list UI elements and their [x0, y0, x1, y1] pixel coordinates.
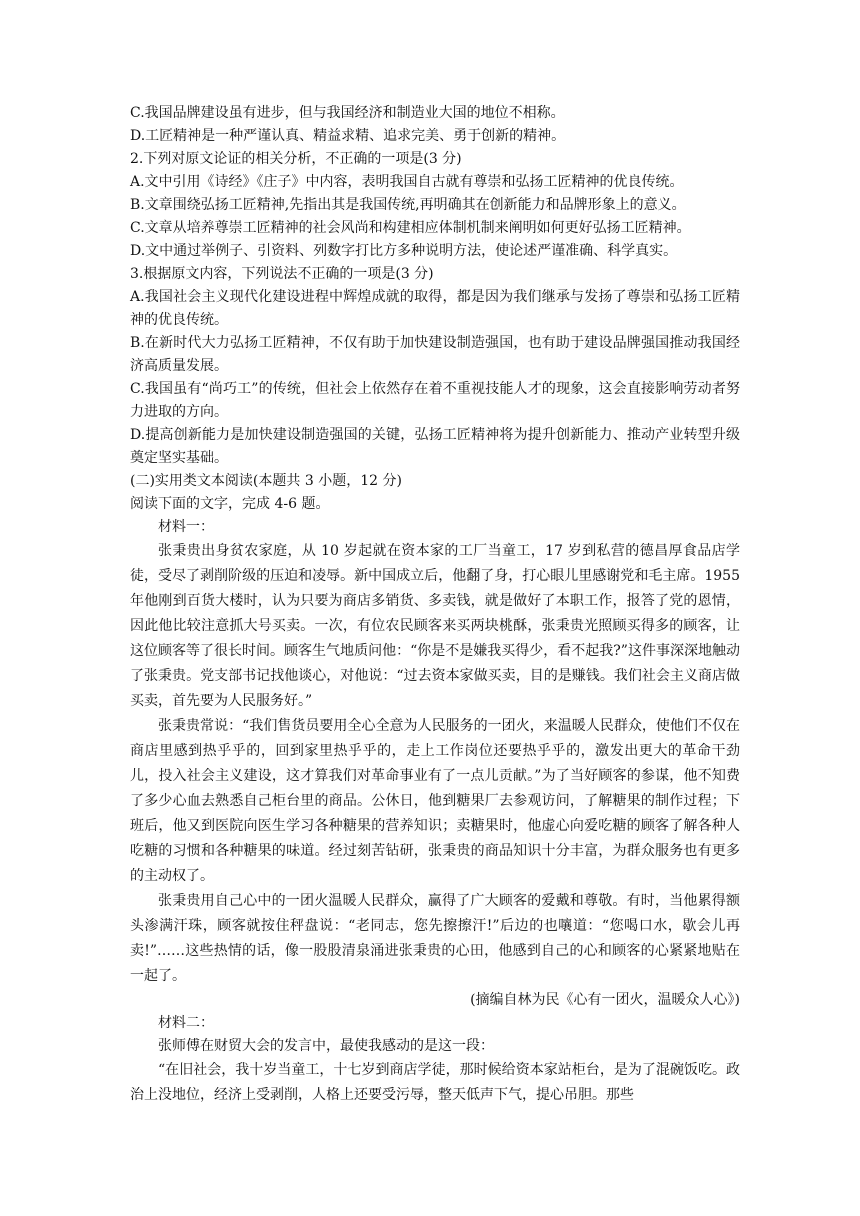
material2-intro: 张师傅在财贸大会的发言中，最使我感动的是这一段：: [158, 1038, 494, 1054]
q1-option-c: C.我国品牌建设虽有进步，但与我国经济和制造业大国的地位不相称。: [130, 105, 565, 121]
q2-option-d: D.文中通过举例子、引资料、列数字打比方多种说明方法，使论述严谨准确、科学真实。: [130, 243, 678, 259]
material1-paragraph-2: 张秉贵常说：“我们售货员要用全心全意为人民服务的一团火，来温暖人民群众，使他们不仅在商店里感到热乎乎的，回到家里热乎乎的，走上工作岗位还要热乎乎的，激发出更大的革命干劲儿，投入社会主义建设，这才算我们对革命事业有了一点儿贡献。”为了当好顾客的参谋，他不知费了多少心血去熟悉自己柜台里的商品。公休日，他到糖果厂去参观访问，了解糖果的制作过程；下班后，他又到医院向医生学习各种糖果的营养知识；卖糖果时，他虚心向爱吃糖的顾客了解各种人吃糖的习惯和各种糖果的味道。经过刻苦钻研，张秉贵的商品知识十分丰富，为群众服务也有更多的主动权了。: [130, 718, 740, 884]
q3-option-c: C.我国虽有“尚巧工”的传统，但社会上依然存在着不重视技能人才的现象，这会直接影响劳动者努力进取的方向。: [130, 381, 740, 420]
q3-option-d: D.提高创新能力是加快建设制造强国的关键，弘扬工匠精神将为提升创新能力、推动产业转型升级奠定坚实基础。: [130, 427, 740, 466]
q3-stem: 3.根据原文内容，下列说法不正确的一项是(3 分): [130, 266, 434, 282]
material1-label: 材料一：: [158, 519, 214, 535]
section-instruction: 阅读下面的文字，完成 4-6 题。: [130, 496, 330, 512]
q2-stem: 2.下列对原文论证的相关分析，不正确的一项是(3 分): [130, 151, 462, 167]
q3-option-a: A.我国社会主义现代化建设进程中辉煌成就的取得，都是因为我们继承与发扬了尊崇和弘扬工匠精神的优良传统。: [130, 289, 740, 328]
q1-option-d: D.工匠精神是一种严谨认真、精益求精、追求完美、勇于创新的精神。: [130, 128, 566, 144]
q2-option-b: B.文章围绕弘扬工匠精神,先指出其是我国传统,再明确其在创新能力和品牌形象上的意义。: [130, 197, 686, 213]
material1-paragraph-3: 张秉贵用自己心中的一团火温暖人民群众，赢得了广大顾客的爱戴和尊敬。有时，当他累得额头渗满汗珠，顾客就按住秤盘说：“老同志，您先擦擦汗!”后边的也嚷道：“您喝口水，歇会儿再卖!”……这些热情的话，像一股股清泉涌进张秉贵的心田，他感到自己的心和顾客的心紧紧地贴在一起了。: [130, 893, 740, 984]
material1-source: (摘编自林为民《心有一团火，温暖众人心》): [470, 992, 740, 1008]
q3-option-b: B.在新时代大力弘扬工匠精神，不仅有助于加快建设制造强国，也有助于建设品牌强国推动我国经济高质量发展。: [130, 335, 740, 374]
q2-option-a: A.文中引用《诗经》《庄子》中内容，表明我国自古就有尊崇和弘扬工匠精神的优良传统。: [130, 174, 684, 190]
material2-quote: “在旧社会，我十岁当童工，十七岁到商店学徒，那时候给资本家站柜台，是为了混碗饭吃。政治上没地位，经济上受剥削，人格上还要受污辱，整天低声下气，提心吊胆。那些: [130, 1062, 740, 1103]
q2-option-c: C.文章从培养尊崇工匠精神的社会风尚和构建相应体制机制来阐明如何更好弘扬工匠精神。: [130, 220, 691, 236]
material2-label: 材料二：: [158, 1015, 214, 1031]
exam-page: [130, 102, 740, 1108]
section-heading: (二)实用类文本阅读(本题共 3 小题，12 分): [130, 473, 402, 489]
material1-paragraph-1: 张秉贵出身贫农家庭，从 10 岁起就在资本家的工厂当童工，17 岁到私营的德昌厚食品店学徒，受尽了剥削阶级的压迫和凌辱。新中国成立后，他翻了身，打心眼儿里感谢党和毛主席。1955 年他刚到百货大楼时，认为只要为商店多销货、多卖钱，就是做好了本职工作，报答了党的恩情，因此他比较注意抓大号买卖。一次，有位农民顾客来买两块桃酥，张秉贵光照顾买得多的顾客，让这位顾客等了很长时间。顾客生气地质问他：“你是不是嫌我买得少，看不起我?”这件事深深地触动了张秉贵。党支部书记找他谈心，对他说：“过去资本家做买卖，目的是赚钱。我们社会主义商店做买卖，首先要为人民服务好。”: [130, 543, 740, 709]
